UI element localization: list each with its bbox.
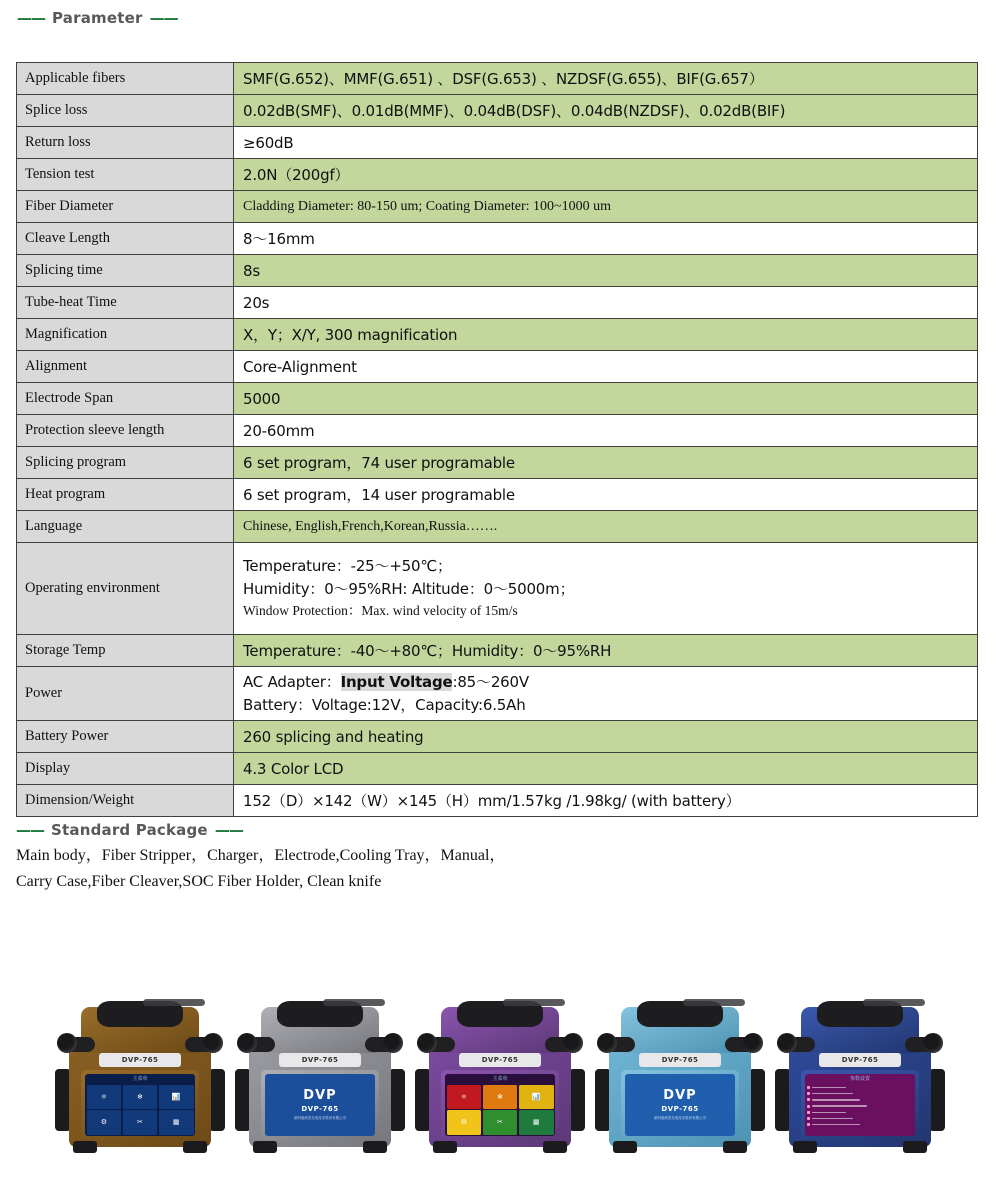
parameter-heading-text: Parameter [52,9,143,27]
spec-value-cell: Chinese, English,French,Korean,Russia……. [234,511,978,543]
splash-company-text: 深圳迪威普光电技术股份有限公司 [653,1116,707,1121]
table-row [17,319,978,351]
list-item-label [812,1112,846,1114]
side-panel-right [209,1069,225,1131]
roller-left [237,1033,257,1053]
foot-right [723,1141,747,1153]
spec-value-cell: 6 set program，14 user programable [234,479,978,511]
model-nameplate: DVP-765 [459,1053,541,1067]
boot-splash [625,1074,735,1136]
menu-tile-grid [445,1083,555,1136]
table-row [17,543,978,635]
spec-value-cell: 5000 [234,383,978,415]
fusion-splicer-illustration [783,1007,937,1147]
specification-table-body [17,63,978,817]
foot-left [253,1141,277,1153]
table-row [17,191,978,223]
spec-value-cell: 20s [234,287,978,319]
side-panel-right [389,1069,405,1131]
spec-key-cell: Splice loss [17,95,234,127]
spec-key-cell: Display [17,753,234,785]
spec-key-cell: Heat program [17,479,234,511]
screen-bezel [261,1070,379,1140]
lid-highlight [863,999,925,1006]
screen-bezel [621,1070,739,1140]
foot-right [543,1141,567,1153]
spec-key-cell: Operating environment [17,543,234,635]
spec-value-cell: 2.0N（200gf） [234,159,978,191]
screen-title: 主菜单 [492,1076,508,1082]
table-row [17,721,978,753]
brand-logo-text: DVP [663,1088,697,1104]
lcd-screen [445,1074,555,1136]
foot-right [183,1141,207,1153]
package-section-heading [16,821,243,839]
table-row [17,351,978,383]
menu-tile-5[interactable]: ▦ [519,1110,554,1134]
fusion-splicer-illustration [603,1007,757,1147]
list-item[interactable] [807,1116,913,1121]
foot-left [613,1141,637,1153]
table-row [17,447,978,479]
spec-key-cell: Fiber Diameter [17,191,234,223]
table-row [17,63,978,95]
splash-model-text: DVP-765 [301,1105,339,1114]
list-item-label [812,1093,853,1095]
package-contents [16,843,716,896]
table-row [17,635,978,667]
spec-key-cell: Electrode Span [17,383,234,415]
list-item[interactable] [807,1110,913,1115]
spec-value-cell: SMF(G.652)、MMF(G.651) 、DSF(G.653) 、NZDSF(G.655)、BIF(G.657） [234,63,978,95]
model-nameplate: DVP-765 [99,1053,181,1067]
foot-left [73,1141,97,1153]
brand-logo-text: DVP [303,1088,337,1104]
windshield-lid-icon [97,1001,183,1027]
roller-left [57,1033,77,1053]
windshield-lid-icon [277,1001,363,1027]
spec-key-cell: Magnification [17,319,234,351]
bullet-icon [807,1111,810,1114]
list-item[interactable] [807,1091,913,1096]
settings-list [805,1083,915,1136]
spec-value-cell: 260 splicing and heating [234,721,978,753]
table-row [17,511,978,543]
spec-value-cell [234,667,978,721]
table-row [17,127,978,159]
product-image-splicer-blue [775,970,945,1155]
spec-key-cell: Splicing program [17,447,234,479]
product-gallery [0,955,1000,1155]
spec-key-cell: Applicable fibers [17,63,234,95]
spec-value-cell: 152（D）×142（W）×145（H）mm/1.57kg /1.98kg/ (with battery） [234,785,978,817]
bullet-icon [807,1123,810,1126]
spec-value-lines [243,557,971,619]
roller-left [777,1033,797,1053]
side-panel-right [569,1069,585,1131]
heading-dash-right: —— [214,821,243,839]
table-row [17,255,978,287]
lcd-screen [625,1074,735,1136]
spec-value-lines [243,673,971,715]
table-row [17,753,978,785]
foot-left [793,1141,817,1153]
table-row [17,159,978,191]
roller-right [923,1033,943,1053]
spec-value-line: Window Protection：Max. wind velocity of 15m/s [243,602,518,618]
table-row [17,287,978,319]
roller-right [383,1033,403,1053]
list-item-label [812,1105,867,1107]
model-nameplate: DVP-765 [279,1053,361,1067]
spec-key-cell: Power [17,667,234,721]
table-row [17,415,978,447]
table-row [17,223,978,255]
fusion-splicer-illustration [63,1007,217,1147]
spec-value-cell: Core-Alignment [234,351,978,383]
table-row [17,383,978,415]
screen-title: 参数设置 [849,1076,870,1082]
table-row [17,667,978,721]
roller-right [743,1033,763,1053]
screen-title: 主菜单 [132,1076,148,1082]
menu-tile-1[interactable]: ❄ [483,1085,518,1109]
menu-tile-0[interactable]: ⚛ [87,1085,122,1109]
model-nameplate: DVP-765 [819,1053,901,1067]
spec-value-cell: Cladding Diameter: 80-150 um; Coating Diameter: 100~1000 um [234,191,978,223]
table-row [17,785,978,817]
side-panel-right [929,1069,945,1131]
spec-value-cell: Temperature：-40～+80℃；Humidity：0～95%RH [234,635,978,667]
windshield-lid-icon [637,1001,723,1027]
foot-right [363,1141,387,1153]
spec-key-cell: Language [17,511,234,543]
menu-tile-5[interactable]: ▦ [159,1110,194,1134]
spec-value-line: Battery：Voltage:12V，Capacity:6.5Ah [243,695,526,714]
package-line-2: Carry Case,Fiber Cleaver,SOC Fiber Holder, Clean knife [16,873,382,891]
spec-key-cell: Return loss [17,127,234,159]
foot-left [433,1141,457,1153]
spec-key-cell: Tube-heat Time [17,287,234,319]
model-nameplate: DVP-765 [639,1053,721,1067]
heading-dash-left: —— [17,9,45,27]
spec-value-cell [234,543,978,635]
fusion-splicer-illustration [423,1007,577,1147]
splash-company-text: 深圳迪威普光电技术股份有限公司 [293,1116,347,1121]
lcd-screen [85,1074,195,1136]
spec-key-cell: Dimension/Weight [17,785,234,817]
spec-value-cell: 4.3 Color LCD [234,753,978,785]
roller-left [597,1033,617,1053]
spec-key-cell: Protection sleeve length [17,415,234,447]
foot-right [903,1141,927,1153]
bullet-icon [807,1117,810,1120]
boot-splash [265,1074,375,1136]
lid-highlight [143,999,205,1006]
spec-key-cell: Storage Temp [17,635,234,667]
splash-model-text: DVP-765 [661,1105,699,1114]
spec-value-cell: 6 set program，74 user programable [234,447,978,479]
menu-tile-1[interactable]: ❄ [123,1085,158,1109]
spec-value-cell: 8～16mm [234,223,978,255]
spec-value-cell: 20-60mm [234,415,978,447]
spec-value-line [243,673,971,692]
list-item-label [812,1124,860,1126]
spec-value-cell: 8s [234,255,978,287]
bullet-icon [807,1098,810,1101]
windshield-lid-icon [457,1001,543,1027]
screen-bezel [441,1070,559,1140]
spec-key-cell: Battery Power [17,721,234,753]
spec-value-cell: 0.02dB(SMF)、0.01dB(MMF)、0.04dB(DSF)、0.04dB(NZDSF)、0.02dB(BIF) [234,95,978,127]
lid-highlight [683,999,745,1006]
menu-tile-grid [85,1083,195,1136]
list-item[interactable] [807,1104,913,1109]
spec-value-highlight: Input Voltage [340,672,453,691]
menu-tile-4[interactable]: ✂ [483,1110,518,1134]
product-image-splicer-purple [415,970,585,1155]
product-image-splicer-silver [235,970,405,1155]
lid-highlight [323,999,385,1006]
lcd-screen [805,1074,915,1136]
spec-value-cell: X，Y；X/Y, 300 magnification [234,319,978,351]
heading-dash-left: —— [16,821,44,839]
list-item[interactable] [807,1097,913,1102]
roller-right [203,1033,223,1053]
menu-tile-0[interactable]: ⚛ [447,1085,482,1109]
side-panel-right [749,1069,765,1131]
bullet-icon [807,1092,810,1095]
parameter-section-heading [17,9,178,27]
menu-tile-4[interactable]: ✂ [123,1110,158,1134]
spec-value-cell: ≥60dB [234,127,978,159]
list-item[interactable] [807,1085,913,1090]
spec-value-line: Humidity：0～95%RH: Altitude：0～5000m； [243,580,575,599]
windshield-lid-icon [817,1001,903,1027]
package-line-1: Main body，Fiber Stripper，Charger，Electrode,Cooling Tray，Manual， [16,847,506,864]
spec-key-cell: Cleave Length [17,223,234,255]
list-item[interactable] [807,1122,913,1127]
spec-key-cell: Tension test [17,159,234,191]
table-row [17,479,978,511]
menu-tile-3[interactable]: ⚙ [87,1110,122,1134]
package-heading-text: Standard Package [51,821,208,839]
specification-table [16,62,978,817]
product-image-splicer-cyan [595,970,765,1155]
roller-right [563,1033,583,1053]
spec-value-suffix: :85～260V [452,672,529,691]
bullet-icon [807,1086,810,1089]
product-image-splicer-brown [55,970,225,1155]
menu-tile-2[interactable]: 📊 [519,1085,554,1109]
table-row [17,95,978,127]
spec-key-cell: Splicing time [17,255,234,287]
bullet-icon [807,1105,810,1108]
spec-value-prefix: AC Adapter： [243,672,341,691]
spec-key-cell: Alignment [17,351,234,383]
lid-highlight [503,999,565,1006]
screen-bezel [81,1070,199,1140]
fusion-splicer-illustration [243,1007,397,1147]
menu-tile-2[interactable]: 📊 [159,1085,194,1109]
menu-tile-3[interactable]: ⚙ [447,1110,482,1134]
roller-left [417,1033,437,1053]
heading-dash-right: —— [149,9,178,27]
spec-value-line: Temperature：-25～+50℃； [243,557,452,576]
lcd-screen [265,1074,375,1136]
screen-bezel [801,1070,919,1140]
list-item-label [812,1118,853,1120]
list-item-label [812,1087,846,1089]
list-item-label [812,1099,860,1101]
